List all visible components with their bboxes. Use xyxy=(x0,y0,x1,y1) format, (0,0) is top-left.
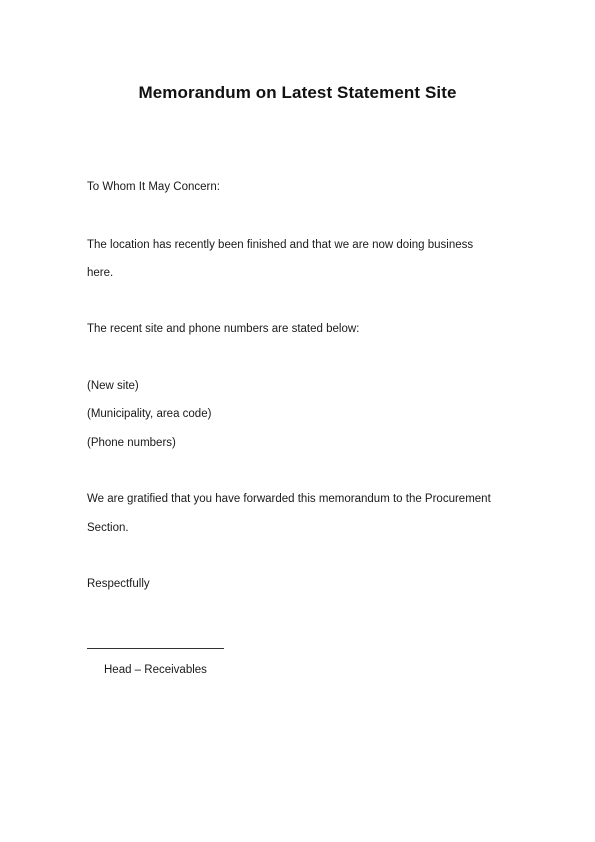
paragraph-3-line-1: We are gratified that you have forwarded this memorandum to the Procurement xyxy=(87,493,491,505)
list-item-phone-numbers: (Phone numbers) xyxy=(87,437,176,449)
paragraph-2: The recent site and phone numbers are stated below: xyxy=(87,323,360,335)
salutation: To Whom It May Concern: xyxy=(87,181,220,193)
signature-line xyxy=(87,648,224,649)
paragraph-1-line-2: here. xyxy=(87,267,114,279)
document-title: Memorandum on Latest Statement Site xyxy=(138,83,457,102)
list-item-new-site: (New site) xyxy=(87,380,139,392)
list-item-municipality: (Municipality, area code) xyxy=(87,408,212,420)
closing: Respectfully xyxy=(87,578,150,590)
paragraph-3-line-2: Section. xyxy=(87,522,129,534)
signatory-title: Head – Receivables xyxy=(104,664,207,676)
paragraph-1-line-1: The location has recently been finished and that we are now doing business xyxy=(87,239,474,251)
